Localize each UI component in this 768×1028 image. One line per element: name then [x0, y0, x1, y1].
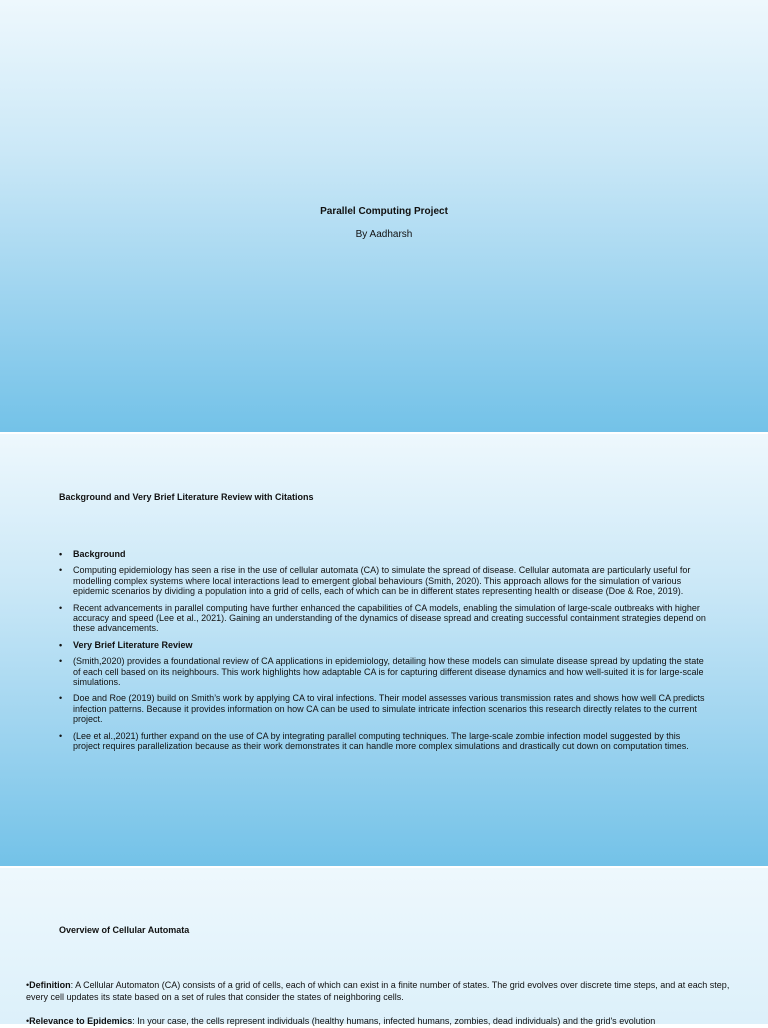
definition-term: Definition: [29, 980, 71, 990]
slide-author: By Aadharsh: [355, 229, 413, 240]
bullet-text: (Smith,2020) provides a foundational review of CA applications in epidemiology, detailing how these models can simulate disease spread by updating the state of each cell based on its neighbours. This work highlights how adaptable CA is for capturing different disease dynamics and how well-suited it is for large-scale simulations.: [73, 656, 704, 688]
bullet-item: [59, 693, 709, 724]
slide-heading: Overview of Cellular Automata: [59, 925, 190, 935]
relevance-text: : In your case, the cells represent individuals (healthy humans, infected humans, zombies, dead individuals) and the grid's evolution: [132, 1016, 656, 1026]
bullet-text: Doe and Roe (2019) build on Smith’s work by applying CA to viral infections. Their model assesses various transmission rates and shows how well CA predicts infection patterns. Because it provides information on how CA can be used to simulate intricate infection scenarios this research directly relates to the current project.: [73, 693, 705, 725]
bullet-text: (Lee et al.,2021) further expand on the use of CA by integrating parallel computing techniques. The large-scale zombie infection model suggested by this project requires parallelization because as their work demonstrates it can handle more complex simulations and drastically cut down on computation times.: [73, 730, 689, 752]
bullet-text: Background: [73, 549, 126, 559]
definition-paragraph: [26, 980, 736, 1003]
bullet-marker: •: [59, 639, 63, 650]
bullet-text: Very Brief Literature Review: [73, 639, 193, 650]
bullet-marker: •: [26, 1016, 30, 1026]
bullet-item: [59, 656, 709, 687]
slide-background: [0, 434, 768, 866]
bullet-text: Computing epidemiology has seen a rise in the use of cellular automata (CA) to simulate the spread of disease. Cellular automata are particularly useful for modelling complex systems where local interactions lead to emergent global behaviours (Smith, 2020). This approach allows for the simulation of various epidemic scenarios by dividing a population into a grid of cells, each of which can be in different states representing health or disease (Doe & Roe, 2019).: [73, 565, 691, 597]
bullet-heading: [59, 549, 709, 559]
bullet-marker: •: [59, 565, 63, 576]
relevance-paragraph: [26, 1016, 736, 1028]
bullet-marker: •: [26, 980, 30, 990]
bullet-marker: •: [59, 549, 63, 559]
bullet-marker: •: [59, 730, 63, 741]
bullet-heading: [59, 640, 709, 650]
bullet-text: Recent advancements in parallel computing have further enhanced the capabilities of CA models, enabling the simulation of large-scale outbreaks with higher accuracy and speed (Lee et al., 2021). Gaining an understanding of the dynamics of disease spread and creating successful containment strategies depend on these advancements.: [73, 602, 706, 634]
bullet-marker: •: [59, 693, 63, 704]
bullet-marker: •: [59, 602, 63, 613]
slide-title: [0, 0, 768, 432]
bullet-item: [59, 565, 709, 596]
bullet-item: [59, 603, 709, 634]
bullet-marker: •: [59, 656, 63, 667]
bullet-item: [59, 731, 709, 752]
relevance-term: Relevance to Epidemics: [29, 1016, 133, 1026]
definition-text: : A Cellular Automaton (CA) consists of a grid of cells, each of which can exist in a finite number of states. The grid evolves over discrete time steps, and at each step, every cell updates its state based on a set of rules that consider the states of neighboring cells.: [26, 980, 730, 1002]
slide-ca-overview: [0, 868, 768, 1024]
slide-title-heading: Parallel Computing Project: [320, 206, 448, 217]
bullet-list: [59, 549, 709, 758]
slide-heading: Background and Very Brief Literature Review with Citations: [59, 492, 314, 502]
